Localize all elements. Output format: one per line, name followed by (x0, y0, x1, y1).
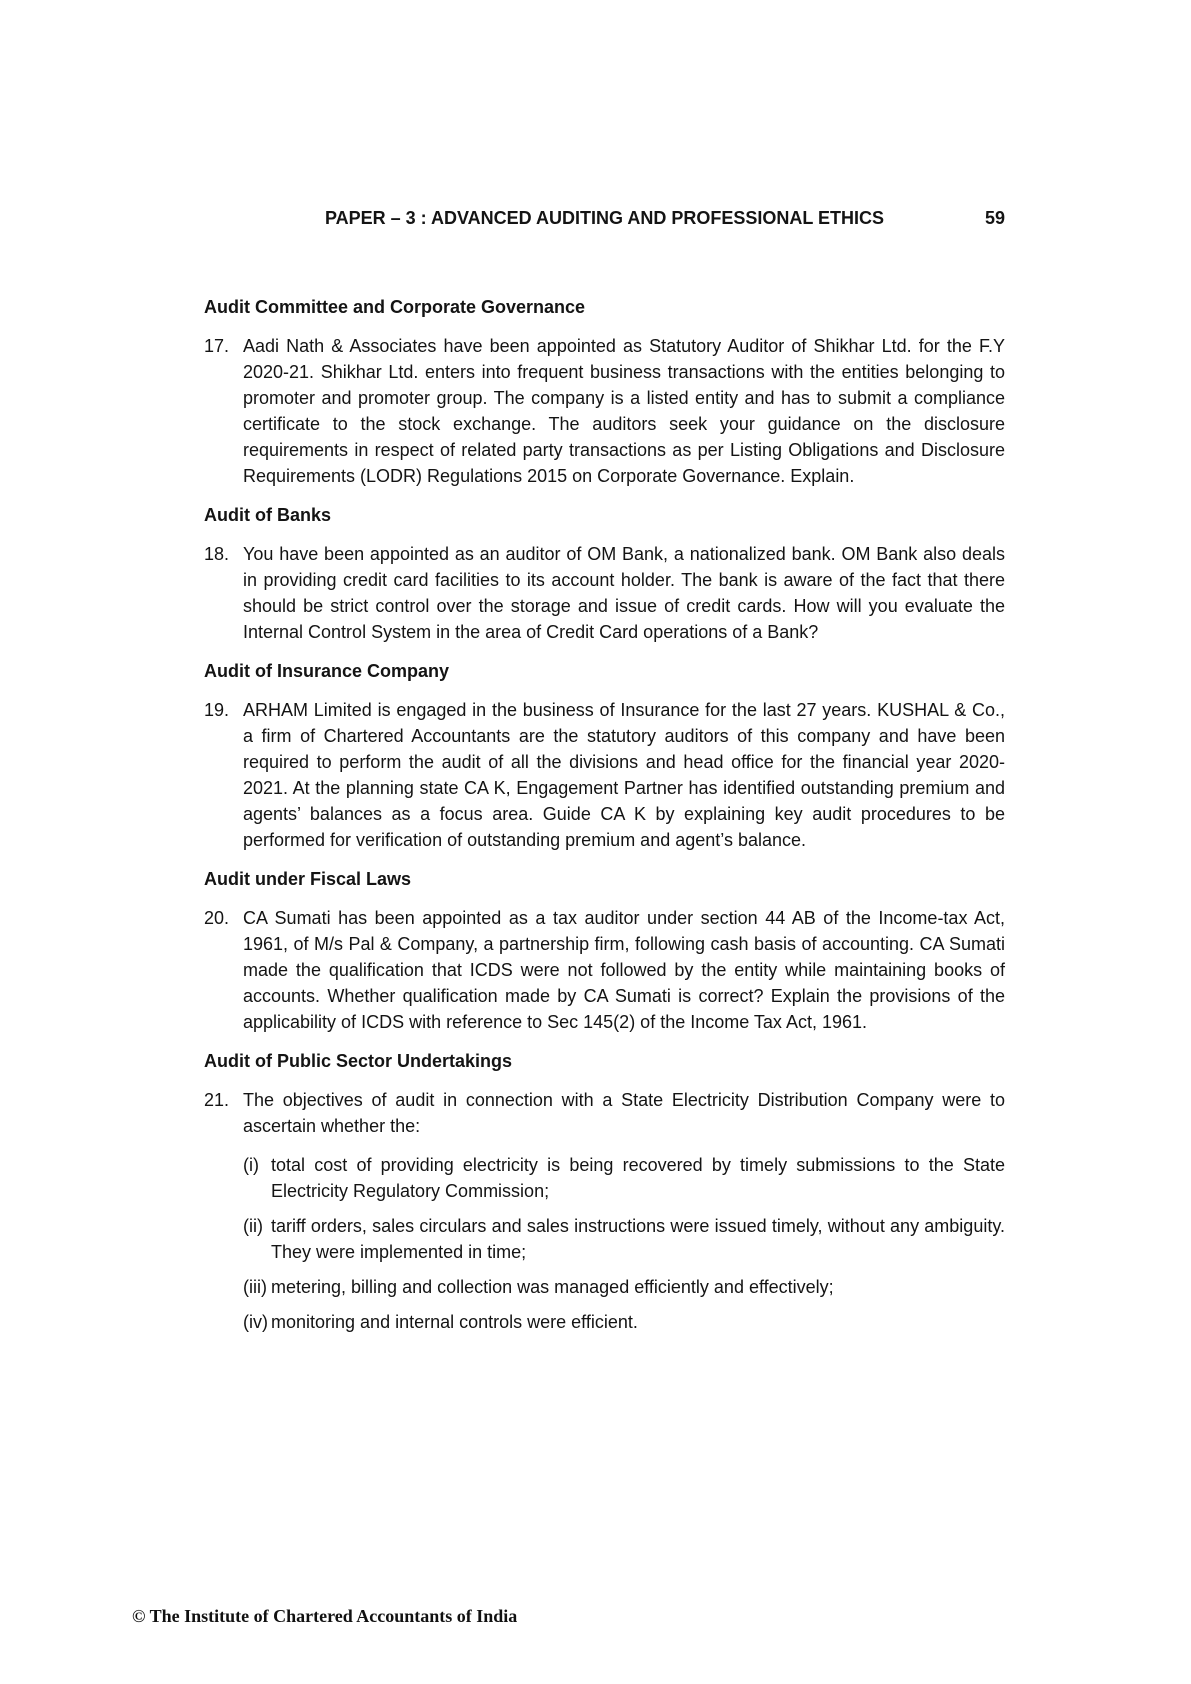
question-number: 19. (204, 700, 230, 720)
subitem-text: total cost of providing electricity is being recovered by timely submissions to the State Electricity Regulatory Commission; (271, 1155, 1005, 1201)
question-number: 20. (204, 908, 230, 928)
question-text: Aadi Nath & Associates have been appointed as Statutory Auditor of Shikhar Ltd. for the F.Y 2020-21. Shikhar Ltd. enters into frequent business transactions with the entities belonging to promoter and promoter group. The company is a listed entity and has to submit a compliance certificate to the stock exchange. The auditors seek your guidance on the disclosure requirements in respect of related party transactions as per Listing Obligations and Disclosure Requirements (LODR) Regulations 2015 on Corporate Governance. Explain. (243, 336, 1005, 486)
question-21-subitem-ii (204, 1213, 1005, 1265)
paper-title: PAPER – 3 : ADVANCED AUDITING AND PROFESSIONAL ETHICS (324, 208, 885, 228)
question-19 (204, 697, 1005, 853)
question-number: 21. (204, 1090, 230, 1110)
section-heading: Audit under Fiscal Laws (204, 869, 412, 889)
question-17 (204, 333, 1005, 489)
page-number: 59 (984, 208, 1005, 228)
section-audit-psu (204, 1048, 1005, 1335)
section-audit-of-insurance (204, 658, 1005, 853)
section-audit-committee (204, 294, 1005, 489)
section-heading: Audit of Banks (204, 505, 332, 525)
question-number: 18. (204, 544, 230, 564)
section-heading: Audit Committee and Corporate Governance (204, 297, 586, 317)
question-20 (204, 905, 1005, 1035)
question-text: CA Sumati has been appointed as a tax auditor under section 44 AB of the Income-tax Act, 1961, of M/s Pal & Company, a partnership firm, following cash basis of accounting. CA Sumati made the qualification that ICDS were not followed by the entity while maintaining books of accounts. Whether qualification made by CA Sumati is correct? Explain the provisions of the applicability of ICDS with reference to Sec 145(2) of the Income Tax Act, 1961. (243, 908, 1005, 1032)
page-header (204, 205, 1005, 231)
copyright-footer: © The Institute of Chartered Accountants of India (132, 1606, 518, 1626)
subitem-marker: (iv) (243, 1312, 268, 1332)
subitem-marker: (iii) (243, 1277, 267, 1297)
section-heading: Audit of Public Sector Undertakings (204, 1051, 513, 1071)
question-18 (204, 541, 1005, 645)
question-21-subitem-iii (204, 1274, 1005, 1300)
question-number: 17. (204, 336, 230, 356)
subitem-text: monitoring and internal controls were efficient. (271, 1312, 638, 1332)
page-content (204, 205, 1005, 1335)
question-text: You have been appointed as an auditor of OM Bank, a nationalized bank. OM Bank also deals in providing credit card facilities to its account holder. The bank is aware of the fact that there should be strict control over the storage and issue of credit cards. How will you evaluate the Internal Control System in the area of Credit Card operations of a Bank? (243, 544, 1005, 642)
question-21-subitem-iv (204, 1309, 1005, 1335)
subitem-text: metering, billing and collection was managed efficiently and effectively; (271, 1277, 834, 1297)
question-text: The objectives of audit in connection with a State Electricity Distribution Company were to ascertain whether the: (243, 1090, 1005, 1136)
section-audit-of-banks (204, 502, 1005, 645)
subitem-marker: (i) (243, 1155, 259, 1175)
question-text: ARHAM Limited is engaged in the business of Insurance for the last 27 years. KUSHAL & Co., a firm of Chartered Accountants are the statutory auditors of this company and have been required to perform the audit of all the divisions and head office for the financial year 2020-2021. At the planning state CA K, Engagement Partner has identified outstanding premium and agents’ balances as a focus area. Guide CA K by explaining key audit procedures to be performed for verification of outstanding premium and agent’s balance. (243, 700, 1005, 850)
section-heading: Audit of Insurance Company (204, 661, 450, 681)
section-audit-fiscal-laws (204, 866, 1005, 1035)
question-21 (204, 1087, 1005, 1139)
question-21-subitem-i (204, 1152, 1005, 1204)
subitem-marker: (ii) (243, 1216, 263, 1236)
subitem-text: tariff orders, sales circulars and sales instructions were issued timely, without any ambiguity. They were implemented in time; (271, 1216, 1005, 1262)
